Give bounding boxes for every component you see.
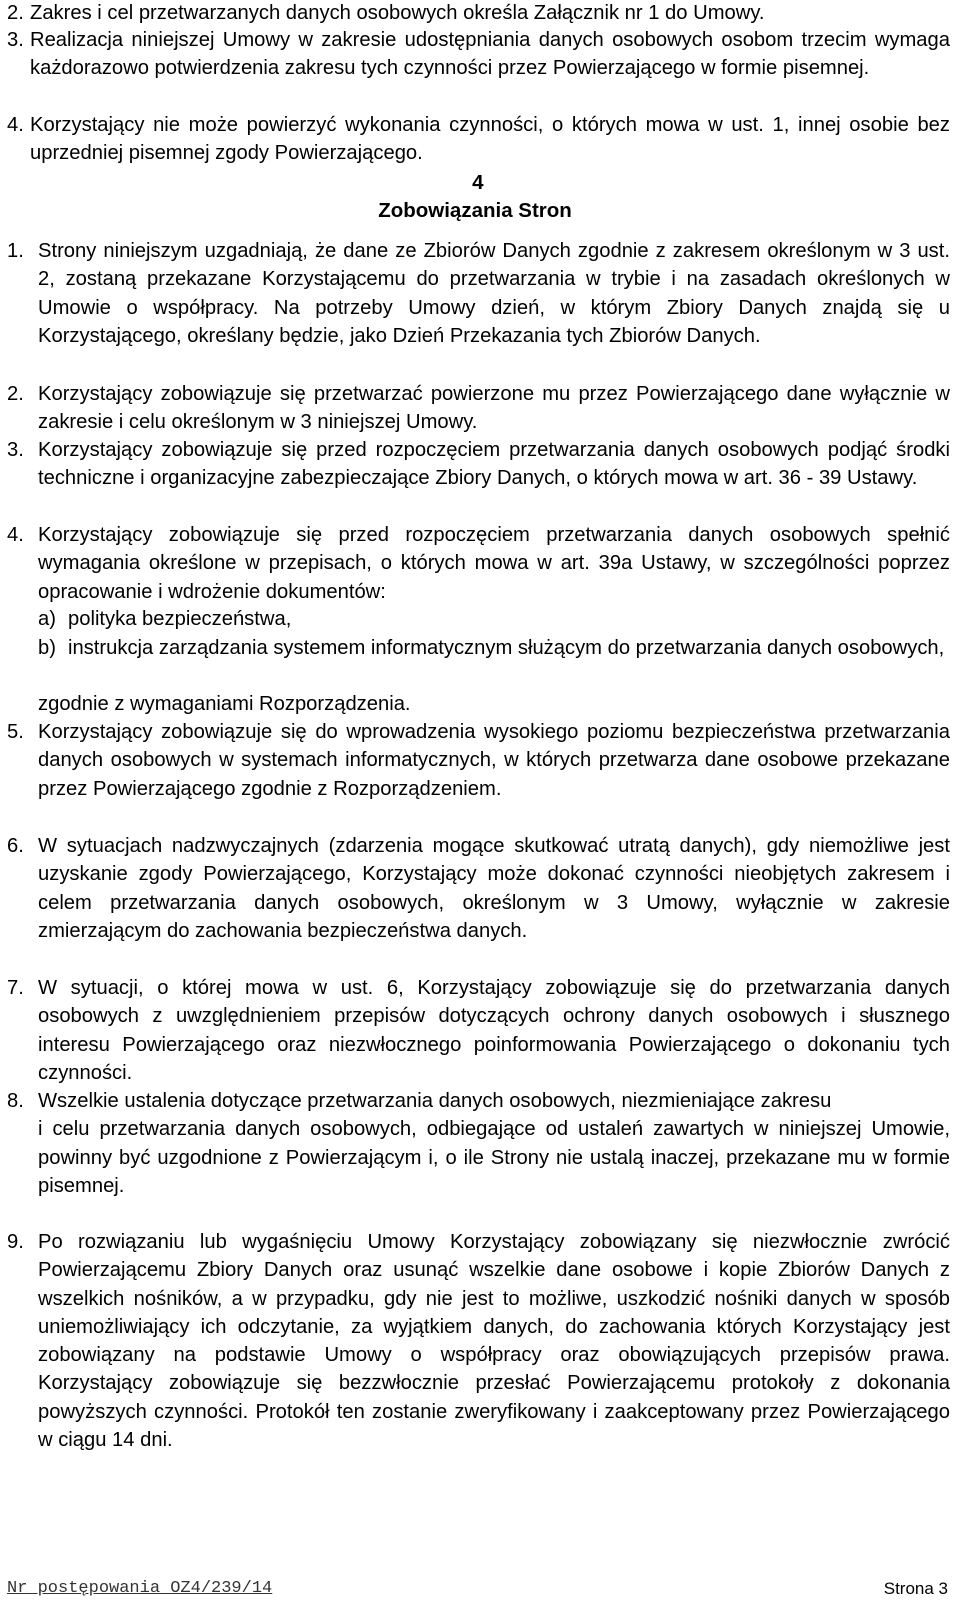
list-item: [0, 521, 950, 606]
sub-item-label: a): [38, 608, 56, 630]
section-number: 4: [0, 169, 950, 197]
sub-item: [38, 605, 950, 633]
list-item: [0, 237, 950, 350]
item-text: Korzystający zobowiązuje się przetwarzać powierzone mu przez Powierzającego dane wyłącznie w zakresie i celu określonym w 3 niniejszej Umowy.: [38, 383, 950, 434]
item-number: 9.: [7, 1231, 24, 1253]
list-item: [0, 1087, 950, 1200]
item-text: Korzystający zobowiązuje się przed rozpoczęciem przetwarzania danych osobowych podjąć środki techniczne i organizacyjne zabezpieczające Zbiory Danych, o których mowa w art. 36 - 39 Ustawy.: [38, 439, 950, 490]
sub-item-label: b): [38, 637, 56, 659]
item-number: 3.: [7, 439, 24, 461]
list-item: [0, 380, 950, 437]
item-text: Wszelkie ustalenia dotyczące przetwarzania danych osobowych, niezmieniające zakresu i celu przetwarzania danych osobowych, odbiegające od ustaleń zawartych w niniejszej Umowie, powinny być uzgodnione z Powierzającym i, o ile Strony nie ustalą inaczej, przekazane mu w formie pisemnej.: [38, 1090, 950, 1197]
item-number: 6.: [7, 835, 24, 857]
section-title: Zobowiązania Stron: [378, 199, 572, 222]
item-text: Strony niniejszym uzgadniają, że dane ze Zbiorów Danych zgodnie z zakresem określonym w 3 ust. 2, zostaną przekazane Korzystającemu do przetwarzania w trybie i na zasadach określonych w Umowie o współpracy. Na potrzeby Umowy dzień, w którym Zbiory Danych znajdą się u Korzystającego, określany będzie, jako Dzień Przekazania tych Zbiorów Danych.: [38, 240, 950, 347]
item-text: W sytuacji, o której mowa w ust. 6, Korzystający zobowiązuje się do przetwarzania danych osobowych z uwzględnieniem przepisów dotyczących ochrony danych osobowych i słusznego interesu Powierzającego oraz niezwłocznego poinformowania Powierzającego o dokonaniu tych czynności.: [38, 977, 950, 1084]
page-number: Strona 3: [883, 1579, 948, 1598]
item-text: W sytuacjach nadzwyczajnych (zdarzenia mogące skutkować utratą danych), gdy niemożliwe jest uzyskanie zgody Powierzającego, Korzystający może dokonać czynności nieobjętych zakresem i celem przetwarzania danych osobowych, określonym w 3 Umowy, wyłącznie w zakresie zmierzającym do zachowania bezpieczeństwa danych.: [38, 835, 950, 942]
sub-item-text: polityka bezpieczeństwa,: [68, 608, 292, 630]
list-item: [0, 0, 950, 27]
item-number: 7.: [7, 977, 24, 999]
item-text: Korzystający zobowiązuje się przed rozpoczęciem przetwarzania danych osobowych spełnić wymagania określone w przepisach, o których mowa w art. 39a Ustawy, w szczególności poprzez opracowanie i wdrożenie dokumentów:: [38, 524, 950, 603]
list-item: [0, 111, 950, 168]
sub-item-text: instrukcja zarządzania systemem informatycznym służącym do przetwarzania danych osobowych,: [68, 637, 945, 659]
item-number: 2.: [7, 2, 24, 24]
list-item: [0, 974, 950, 1087]
procedure-number: Nr postępowania OZ4/239/14: [7, 1579, 273, 1598]
item-text: Po rozwiązaniu lub wygaśnięciu Umowy Korzystający zobowiązany się niezwłocznie zwrócić Powierzającemu Zbiory Danych oraz usunąć wszelkie dane osobowe i kopie Zbiorów Danych z wszelkich nośników, a w przypadku, gdy nie jest to możliwe, uszkodzić nośniki danych w sposób uniemożliwiający ich odczytanie, za wyjątkiem danych, do zachowania których Korzystający jest zobowiązany na podstawie Umowy o współpracy oraz obowiązujących przepisów prawa. Korzystający zobowiązuje się bezzwłocznie przesłać Powierzającemu protokoły z dokonania powyższych czynności. Protokół ten zostanie zweryfikowany i zaakceptowany przez Powierzającego w ciągu 14 dni.: [38, 1231, 950, 1452]
item-text: Realizacja niniejszej Umowy w zakresie udostępniania danych osobowych osobom trzecim wymaga każdorazowo potwierdzenia zakresu tych czynności przez Powierzającego w formie pisemnej.: [30, 29, 950, 80]
list-item: [0, 1228, 950, 1454]
item-number: 8.: [7, 1090, 24, 1112]
item-text: Korzystający nie może powierzyć wykonania czynności, o których mowa w ust. 1, innej osobie bez uprzedniej pisemnej zgody Powierzającego.: [30, 114, 950, 165]
item-text: Korzystający zobowiązuje się do wprowadzenia wysokiego poziomu bezpieczeństwa przetwarzania danych osobowych w systemach informatycznych, w których przetwarza dane osobowe przekazane przez Powierzającego zgodnie z Rozporządzeniem.: [38, 721, 950, 800]
sub-item: [38, 634, 950, 662]
list-item: [0, 26, 950, 83]
item-number: 2.: [7, 383, 24, 405]
item-number: 4.: [7, 524, 24, 546]
list-item: [0, 718, 950, 803]
item-number: 3.: [7, 29, 24, 51]
list-item: [0, 436, 950, 493]
item-number: 5.: [7, 721, 24, 743]
item-number: 1.: [7, 240, 24, 262]
item-number: 4.: [7, 114, 24, 136]
item-text: Zakres i cel przetwarzanych danych osobowych określa Załącznik nr 1 do Umowy.: [30, 2, 765, 24]
list-item: [0, 832, 950, 945]
after-sub-text: zgodnie z wymaganiami Rozporządzenia.: [38, 693, 411, 715]
